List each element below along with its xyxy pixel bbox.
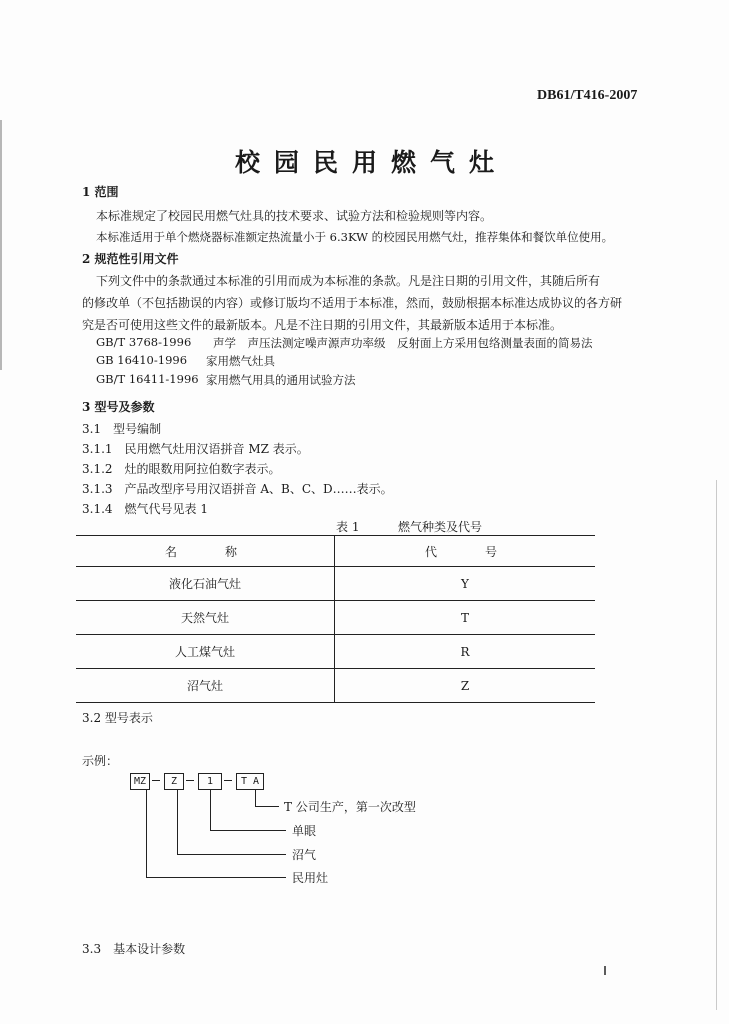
model-note: 民用灶	[292, 871, 329, 885]
model-separator	[186, 780, 194, 781]
leader-line	[177, 854, 286, 855]
model-note: 沼气	[292, 848, 317, 862]
section-3-heading: 3 型号及参数	[82, 400, 155, 414]
section-1-heading: 1 范围	[82, 185, 119, 199]
table-cell-code: R	[335, 635, 596, 669]
leader-line	[210, 830, 286, 831]
table-number: 表 1	[336, 520, 360, 534]
reference-code: GB 16410-1996	[96, 353, 188, 367]
table-cell-name: 沼气灶	[76, 669, 335, 703]
section-1-line: 本标准适用于单个燃烧器标准额定热流量小于 6.3KW 的校园民用燃气灶，推荐集体和餐饮单位使用。	[96, 230, 614, 244]
table-cell-code: T	[335, 601, 596, 635]
clause-item: 3.1.1 民用燃气灶用汉语拼音 MZ 表示。	[82, 442, 309, 456]
model-separator	[152, 780, 160, 781]
table-header-code: 代 号	[335, 536, 596, 567]
model-note: 单眼	[292, 824, 317, 838]
model-note: T 公司生产，第一次改型	[284, 800, 416, 814]
leader-line	[255, 789, 256, 806]
reference-name: 家用燃气灶具	[206, 354, 275, 368]
table-row	[76, 567, 595, 601]
reference-code: GB/T 16411-1996	[96, 372, 199, 386]
page-title: 校园民用燃气灶	[234, 148, 508, 177]
table-title: 燃气种类及代号	[398, 520, 483, 534]
leader-line	[210, 789, 211, 830]
table-row	[76, 669, 595, 703]
model-box-mz: MZ	[130, 773, 150, 790]
leader-line	[177, 789, 178, 854]
model-separator	[224, 780, 232, 781]
reference-code: GB/T 3768-1996	[96, 335, 192, 349]
section-3-3-heading: 3.3 基本设计参数	[82, 942, 186, 956]
table-cell-code: Z	[335, 669, 596, 703]
example-label: 示例：	[82, 754, 119, 768]
clause-item: 3.1.3 产品改型序号用汉语拼音 A、B、C、D……表示。	[82, 482, 393, 496]
table-cell-name: 天然气灶	[76, 601, 335, 635]
clause-item: 3.1.4 燃气代号见表 1	[82, 502, 208, 516]
section-2-line: 下列文件中的条款通过本标准的引用而成为本标准的条款。凡是注日期的引用文件，其随后所有	[96, 274, 601, 288]
leader-line	[146, 877, 286, 878]
table-cell-code: Y	[335, 567, 596, 601]
reference-name: 家用燃气用具的通用试验方法	[206, 373, 356, 387]
section-2-line: 的修改单（不包括勘误的内容）或修订版均不适用于本标准，然而，鼓励根据本标准达成协议的各方研	[82, 296, 623, 310]
section-1-line: 本标准规定了校园民用燃气灶具的技术要求、试验方法和检验规则等内容。	[96, 209, 493, 223]
scan-edge-mark	[716, 480, 717, 1010]
table-cell-name: 液化石油气灶	[76, 567, 335, 601]
gas-type-table	[76, 535, 595, 703]
section-2-heading: 2 规范性引用文件	[82, 252, 179, 266]
table-row	[76, 635, 595, 669]
model-heading: 3.2 型号表示	[82, 711, 153, 725]
leader-line	[146, 789, 147, 877]
leader-line	[255, 806, 279, 807]
section-2-line: 究是否可使用这些文件的最新版本。凡是不注日期的引用文件，其最新版本适用于本标准。	[82, 318, 563, 332]
scan-speck	[604, 966, 606, 975]
scan-edge-mark	[0, 120, 2, 370]
clause-item: 3.1.2 灶的眼数用阿拉伯数字表示。	[82, 462, 281, 476]
document-number: DB61/T416-2007	[537, 88, 638, 103]
model-box-gas: Z	[164, 773, 184, 790]
table-cell-name: 人工煤气灶	[76, 635, 335, 669]
table-header-name: 名 称	[76, 536, 335, 567]
clause-item: 3.1 型号编制	[82, 422, 162, 436]
model-box-revision: T A	[236, 773, 264, 790]
model-box-burners: 1	[198, 773, 222, 790]
table-row	[76, 601, 595, 635]
table-header-row	[76, 536, 595, 567]
reference-name: 声学 声压法测定噪声源声功率级 反射面上方采用包络测量表面的简易法	[213, 336, 593, 350]
